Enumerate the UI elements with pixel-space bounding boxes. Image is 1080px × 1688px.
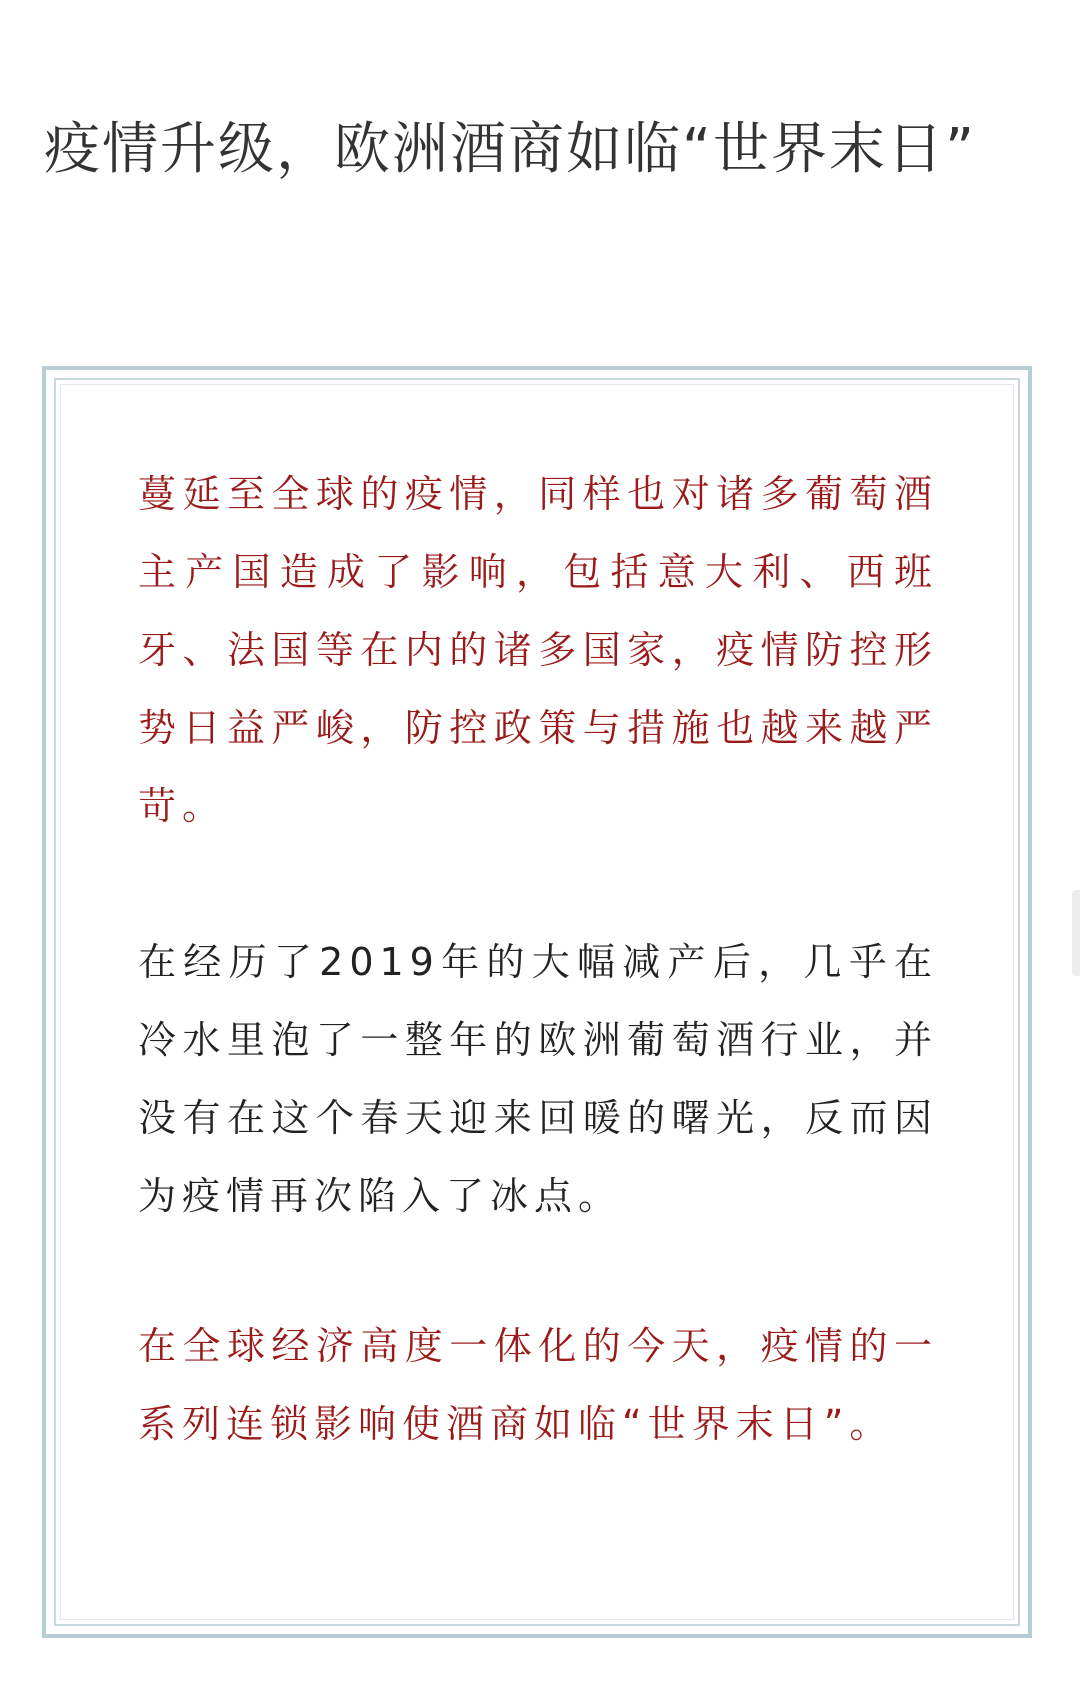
side-scroll-handle[interactable] xyxy=(1072,890,1080,976)
paragraph-chain-effects: 在全球经济高度一体化的今天，疫情的一系列连锁影响使酒商如临“世界末日”。 xyxy=(138,1324,938,1446)
paragraph-pandemic-spread: 蔓延至全球的疫情，同样也对诸多葡萄酒主产国造成了影响，包括意大利、西班牙、法国等在内的诸多国家，疫情防控形势日益严峻，防控政策与措施也越来越严苛。 xyxy=(138,472,938,828)
paragraph-wine-industry: 在经历了2019年的大幅减产后，几乎在冷水里泡了一整年的欧洲葡萄酒行业，并没有在这个春天迎来回暖的曙光，反而因为疫情再次陷入了冰点。 xyxy=(138,940,938,1218)
article-title: 疫情升级，欧洲酒商如临“世界末日” xyxy=(44,117,977,182)
